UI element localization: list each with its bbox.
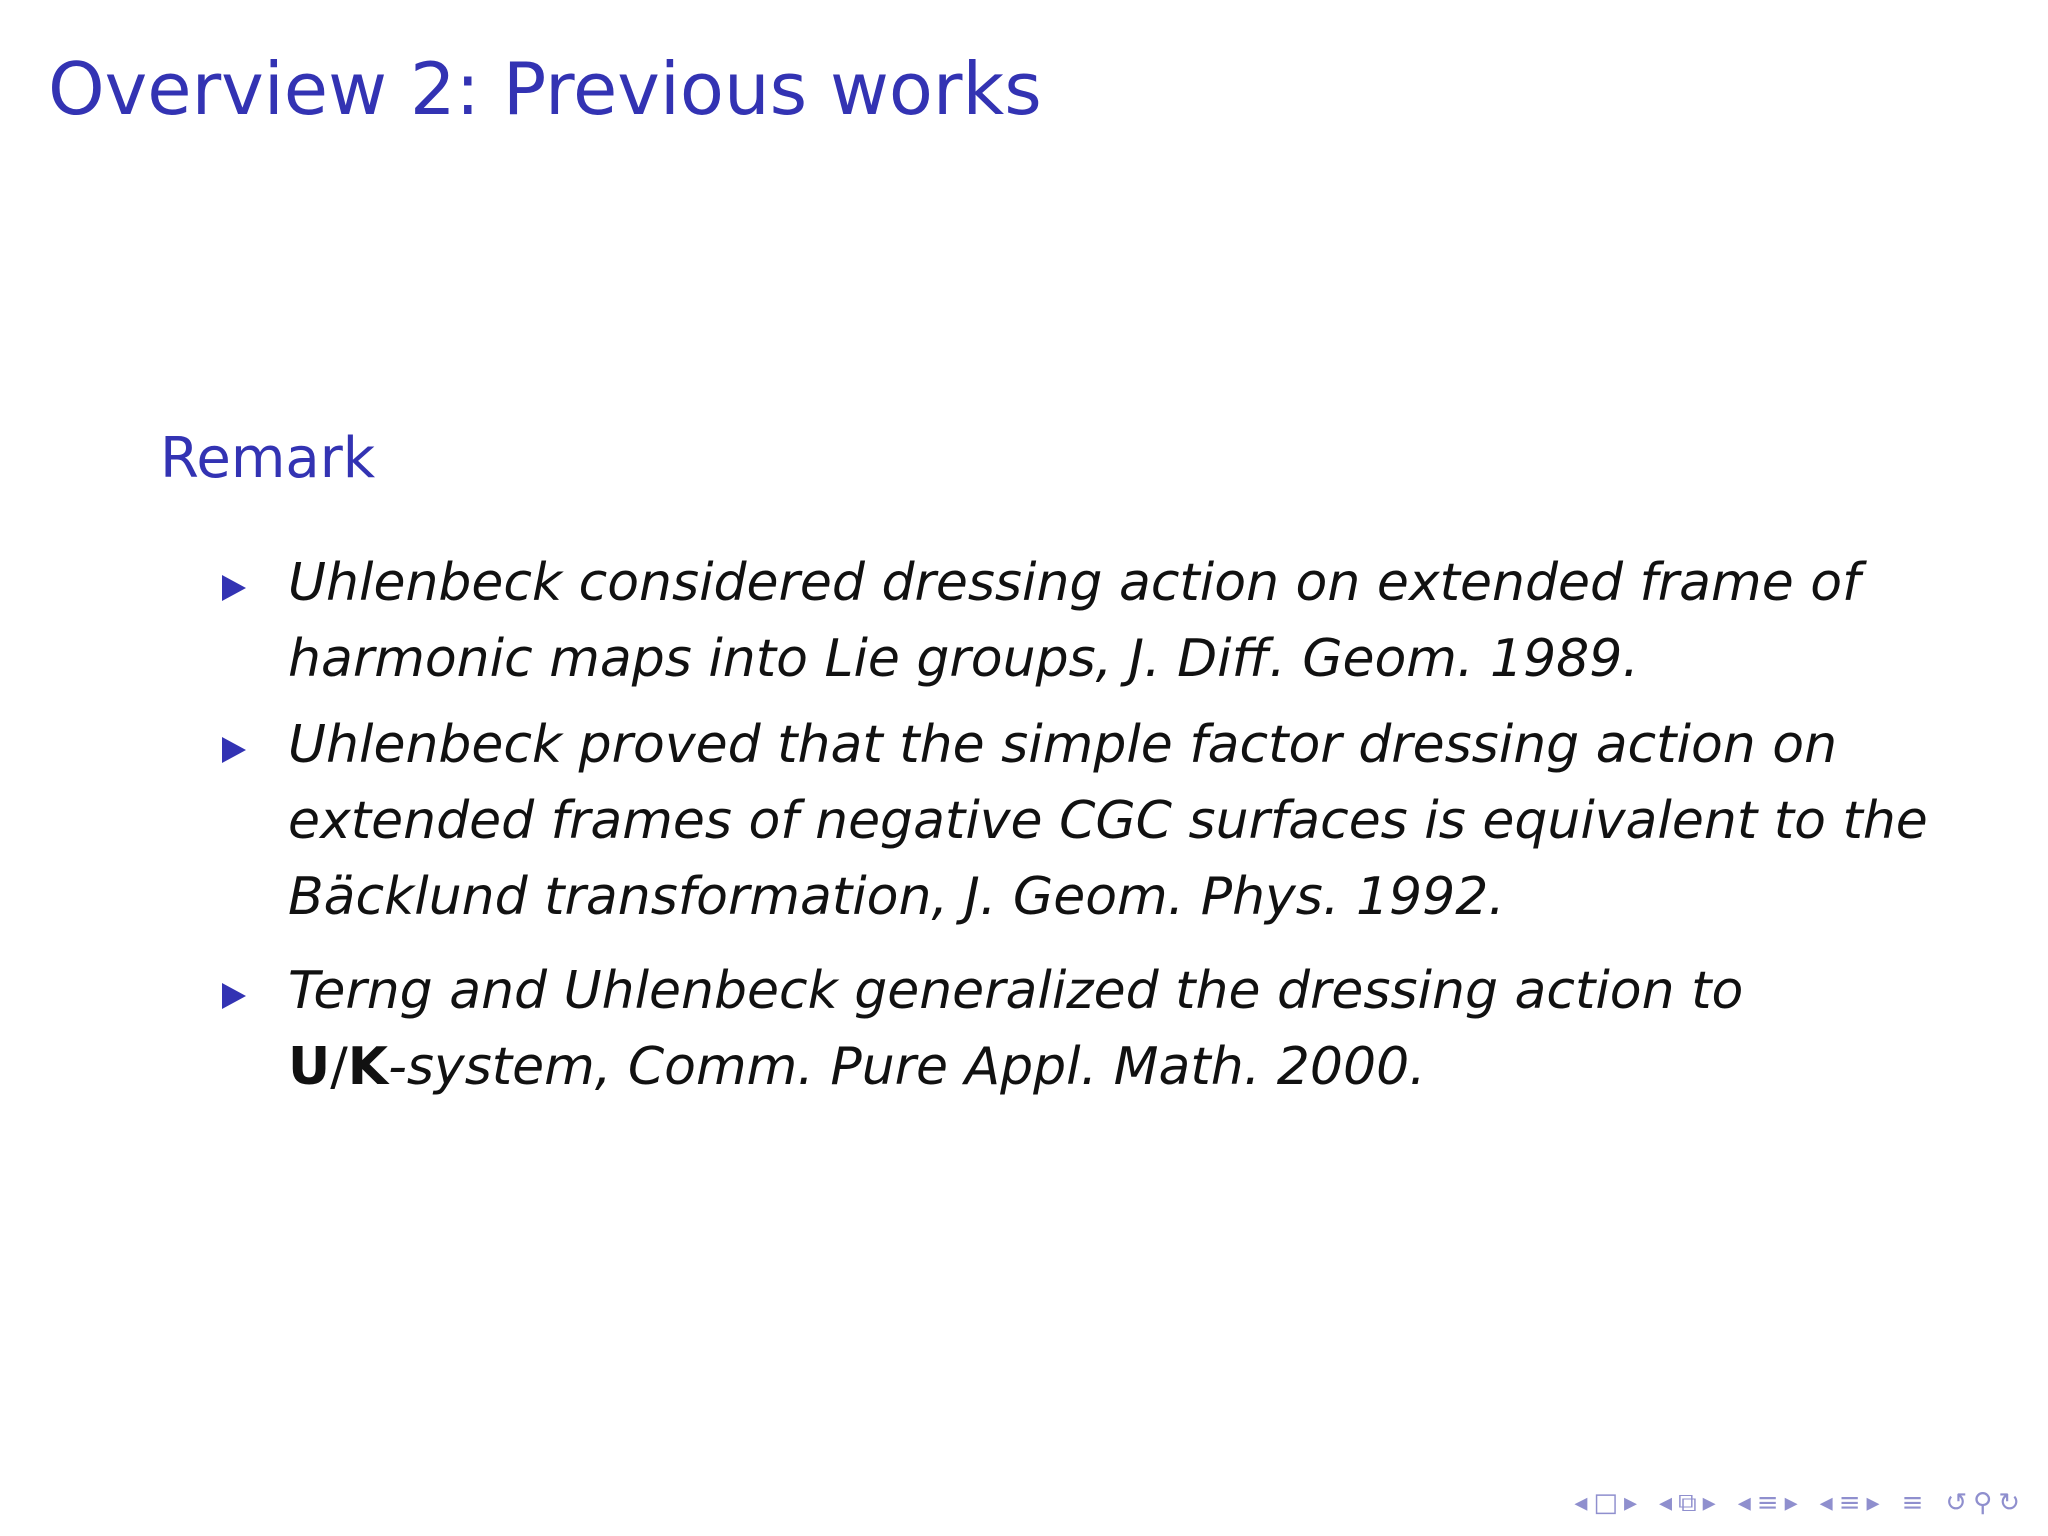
- triangle-bullet-icon: [222, 575, 246, 601]
- section-lines-icon[interactable]: ≡: [1756, 1488, 1779, 1518]
- remark-line: harmonic maps into Lie groups, J. Diff. Geom. 1989.: [288, 629, 1639, 689]
- align-icon[interactable]: ≡: [1901, 1488, 1924, 1518]
- arrow-right-icon[interactable]: ▸: [1784, 1488, 1798, 1518]
- arrow-left-icon[interactable]: ◂: [1659, 1488, 1673, 1518]
- math-symbol-k: K: [347, 1037, 389, 1097]
- remark-line: Terng and Uhlenbeck generalized the dressing action to: [288, 961, 1744, 1021]
- nav-frame-group: [1574, 1490, 1637, 1516]
- remark-line: Uhlenbeck considered dressing action on extended frame of: [288, 553, 1861, 613]
- subsection-stack-icon[interactable]: ⧉: [1678, 1488, 1697, 1518]
- remark-line: [288, 1029, 1743, 1105]
- nav-align-group: [1902, 1490, 1924, 1516]
- arrow-right-icon[interactable]: ▸: [1623, 1488, 1638, 1518]
- math-slash: /: [330, 1037, 348, 1097]
- remark-heading: Remark: [160, 426, 376, 491]
- nav-search-group: [1945, 1490, 2020, 1516]
- redo-icon[interactable]: ↻: [1998, 1488, 2020, 1518]
- frame-box-icon[interactable]: □: [1593, 1488, 1618, 1518]
- document-lines-icon[interactable]: ≡: [1838, 1488, 1861, 1518]
- slide-title: Overview 2: Previous works: [48, 47, 1042, 131]
- triangle-bullet-icon: [222, 983, 246, 1009]
- arrow-right-icon[interactable]: ▸: [1866, 1488, 1880, 1518]
- nav-section-group: [1738, 1490, 1798, 1516]
- arrow-left-icon[interactable]: ◂: [1819, 1488, 1833, 1518]
- remark-line-rest: -system, Comm. Pure Appl. Math. 2000.: [388, 1037, 1426, 1097]
- triangle-bullet-icon: [222, 737, 246, 763]
- remark-line: Bäcklund transformation, J. Geom. Phys. 1992.: [288, 867, 1505, 927]
- arrow-left-icon[interactable]: ◂: [1737, 1488, 1751, 1518]
- remark-item-text: [288, 545, 1860, 697]
- search-icon[interactable]: ⚲: [1973, 1488, 1993, 1518]
- undo-icon[interactable]: ↺: [1945, 1488, 1968, 1518]
- arrow-left-icon[interactable]: ◂: [1574, 1488, 1588, 1518]
- arrow-right-icon[interactable]: ▸: [1702, 1488, 1716, 1518]
- remark-line: Uhlenbeck proved that the simple factor dressing action on: [288, 715, 1838, 775]
- remark-line: extended frames of negative CGC surfaces is equivalent to the: [288, 791, 1928, 851]
- remark-item-text: [288, 953, 1743, 1105]
- nav-subsection-group: [1659, 1490, 1716, 1516]
- remark-item-text: [288, 707, 1928, 935]
- beamer-navigation-bar: [1574, 1490, 2020, 1516]
- math-symbol-u: U: [288, 1037, 331, 1097]
- nav-document-group: [1820, 1490, 1880, 1516]
